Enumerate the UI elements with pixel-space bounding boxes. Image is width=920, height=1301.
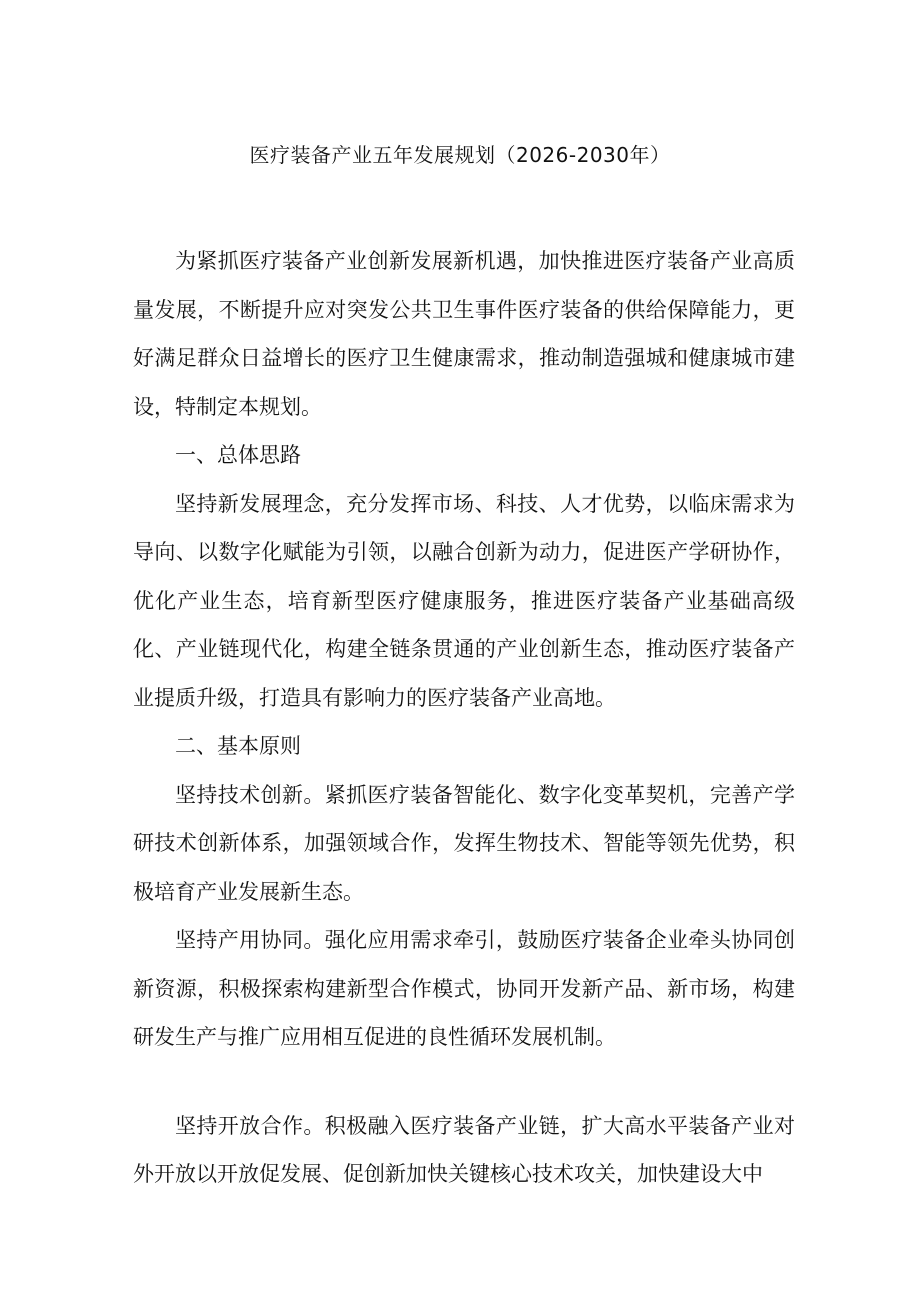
document-title: 医疗装备产业五年发展规划（2026-2030年）	[249, 143, 671, 167]
intro-paragraph: 为紧抓医疗装备产业创新发展新机遇，加快推进医疗装备产业高质量发展，不断提升应对突发公共卫生事件医疗装备的供给保障能力，更好满足群众日益增长的医疗卫生健康需求，推动制造强城和健康城市建设，特制定本规划。	[133, 249, 795, 419]
section-heading-overall-approach: 一、总体思路	[175, 443, 301, 467]
section-heading-basic-principles: 二、基本原则	[175, 734, 301, 758]
principle-paragraph-tech-innovation: 坚持技术创新。紧抓医疗装备智能化、数字化变革契机，完善产学研技术创新体系，加强领域合作，发挥生物技术、智能等领先优势，积极培育产业发展新生态。	[133, 782, 795, 904]
principle-paragraph-industry-use-synergy: 坚持产用协同。强化应用需求牵引，鼓励医疗装备企业牵头协同创新资源，积极探索构建新型合作模式，协同开发新产品、新市场，构建研发生产与推广应用相互促进的良性循环发展机制。	[133, 928, 795, 1049]
paragraph-gap	[133, 1062, 795, 1102]
document-body	[133, 237, 795, 1199]
overall-approach-paragraph: 坚持新发展理念，充分发挥市场、科技、人才优势，以临床需求为导向、以数字化赋能为引领，以融合创新为动力，促进医产学研协作，优化产业生态，培育新型医疗健康服务，推进医疗装备产业基础高级化、产业链现代化，构建全链条贯通的产业创新生态，推动医疗装备产业提质升级，打造具有影响力的医疗装备产业高地。	[133, 491, 795, 710]
principle-paragraph-open-cooperation: 坚持开放合作。积极融入医疗装备产业链，扩大高水平装备产业对外开放以开放促发展、促创新加快关键核心技术攻关，加快建设大中	[133, 1113, 795, 1186]
